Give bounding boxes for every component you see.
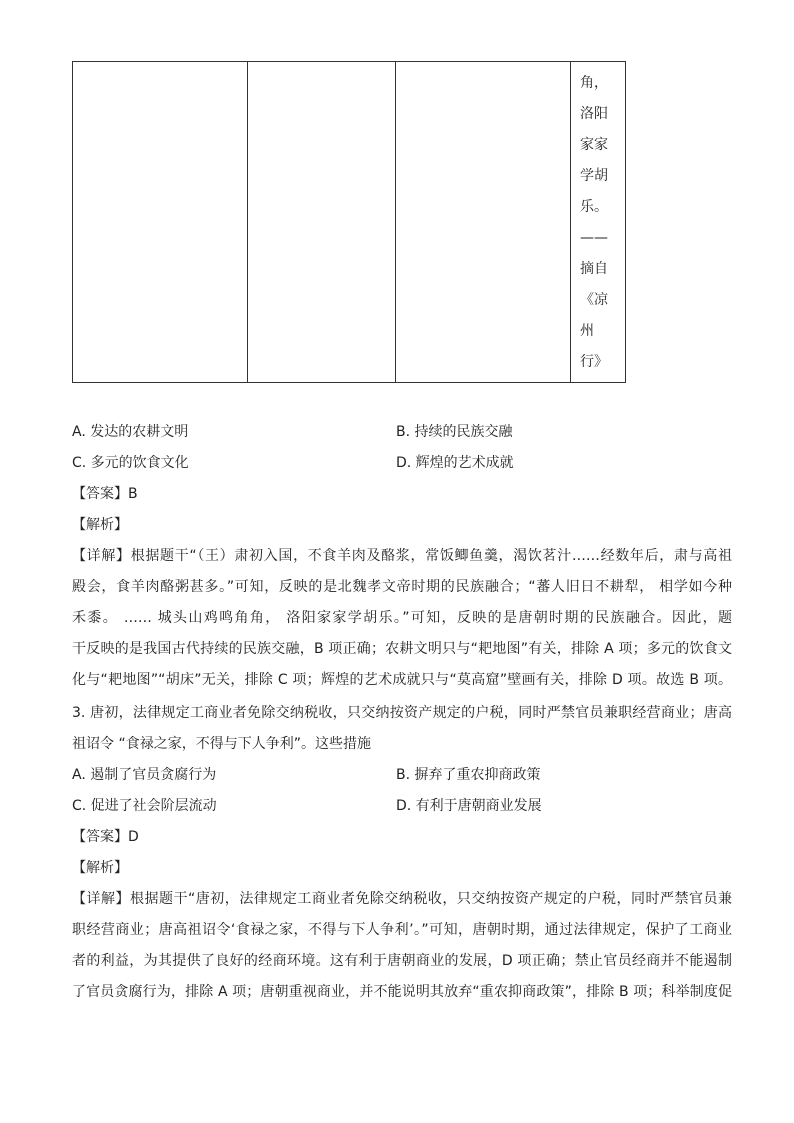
detail-line: 化与“耙地图”“胡床”无关，排除 C 项；辉煌的艺术成就只与“莫高窟”壁画有关，排除 D 项。故选 B 项。 [72,672,732,688]
table-cell-1 [73,62,248,383]
option-c: C. 促进了社会阶层流动 [72,798,217,814]
table-cell-3 [396,62,571,383]
option-a: A. 遏制了官员贪腐行为 [72,767,217,783]
detail-line: 职经营商业；唐高祖诏令‘食禄之家，不得与下人争利’。”可知，唐朝时期，通过法律规定，保护了工商业 [72,922,732,938]
source-table [72,61,626,383]
options-row-ab [72,422,732,442]
question-stem: 3. 唐初，法律规定工商业者免除交纳税收，只交纳按资产规定的户税，同时严禁官员兼职经营商业；唐高 [72,705,732,721]
cell-line: 家家 [580,137,608,153]
cell-line: 州 [580,323,594,339]
option-b: B. 持续的民族交融 [396,424,513,440]
detail-line: 者的利益，为其提供了良好的经商环境。这有利于唐朝商业的发展，D 项正确；禁止官员经商并不能遏制 [72,953,732,969]
options-row-cd [72,796,732,816]
question-stem: 祖诏令 “食禄之家，不得与下人争利”。这些措施 [72,736,371,752]
option-d: D. 辉煌的艺术成就 [396,455,514,471]
detail-line: 【详解】根据题干“唐初，法律规定工商业者免除交纳税收，只交纳按资产规定的户税，同时严禁官员兼 [72,891,732,907]
options-row-ab [72,765,732,785]
detail-line: 【详解】根据题干“（王）肃初入国，不食羊肉及酪浆，常饭鲫鱼羹，渴饮茗汁……经数年后，肃与高祖 [72,548,732,564]
answer-label: 【答案】B [72,486,138,502]
detail-line: 殿会，食羊肉酪粥甚多。”可知，反映的是北魏孝文帝时期的民族融合；“蕃人旧日不耕犁， 相学如今种 [72,579,732,595]
table-cell-2 [248,62,396,383]
analysis-label: 【解析】 [72,860,128,876]
detail-line: 了官员贪腐行为，排除 A 项；唐朝重视商业，并不能说明其放弃“重农抑商政策”，排除 B 项；科举制度促 [72,984,732,1000]
cell-line: 行》 [580,354,608,370]
detail-line: 干反映的是我国古代持续的民族交融，B 项正确；农耕文明只与“耙地图”有关，排除 A 项；多元的饮食文 [72,641,732,657]
option-b: B. 摒弃了重农抑商政策 [396,767,541,783]
cell-line: 乐。 [580,199,608,215]
cell-line: —— [580,230,608,246]
option-a: A. 发达的农耕文明 [72,424,189,440]
analysis-label: 【解析】 [72,517,128,533]
cell-line: 学胡 [580,168,608,184]
detail-line: 禾黍。 …… 城头山鸡鸣角角， 洛阳家家学胡乐。”可知，反映的是唐朝时期的民族融合。因此，题 [72,610,732,626]
cell-line: 摘自 [580,261,608,277]
answer-label: 【答案】D [72,829,139,845]
option-c: C. 多元的饮食文化 [72,455,189,471]
table-cell-4 [571,62,626,383]
options-row-cd [72,453,732,473]
option-d: D. 有利于唐朝商业发展 [396,798,542,814]
cell-line: 洛阳 [580,106,608,122]
cell-line: 《凉 [580,292,608,308]
cell-line: 角， [580,75,608,91]
